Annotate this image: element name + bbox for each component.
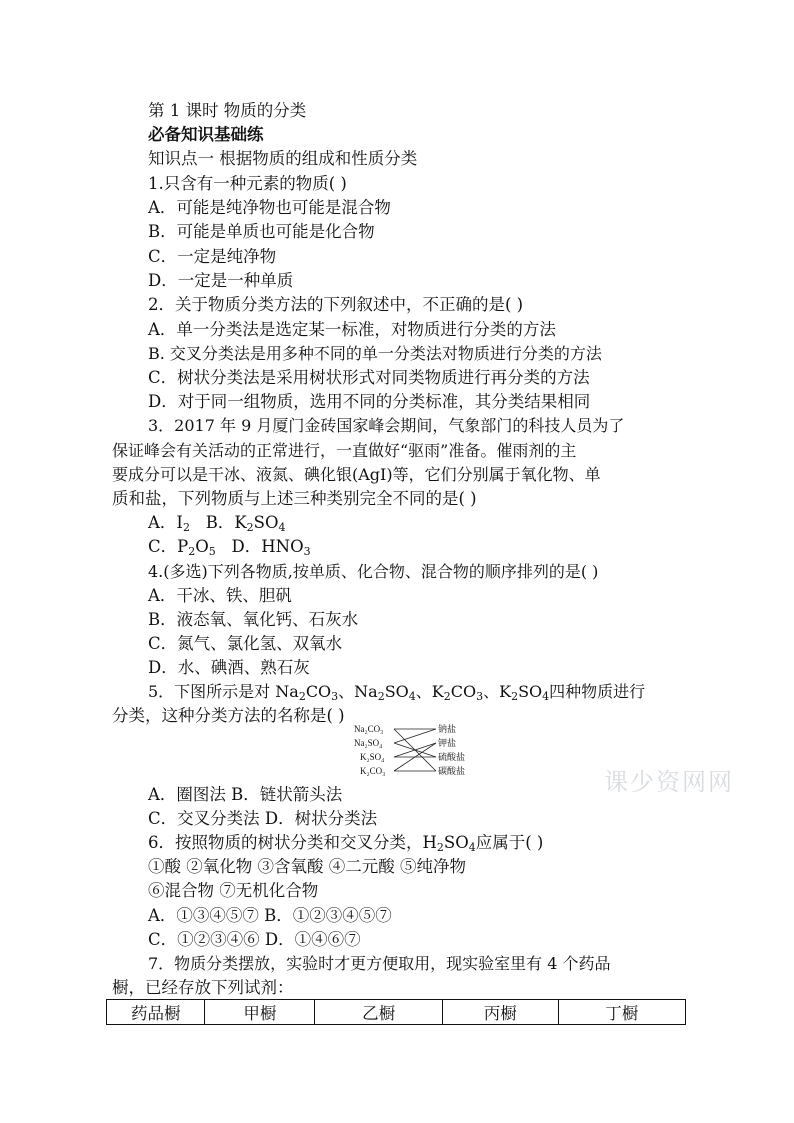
q6-items-row-2: ⑥混合物 ⑦无机化合物 bbox=[148, 881, 319, 900]
diagram-link bbox=[394, 729, 436, 743]
q3-line-2: 保证峰会有关活动的正常进行，一直做好“驱雨”准备。催雨剂的主 bbox=[112, 441, 577, 460]
diagram-right-item: 碳酸盐 bbox=[438, 766, 466, 776]
q2-stem: 2．关于物质分类方法的下列叙述中，不正确的是( ) bbox=[148, 295, 524, 314]
q4-option-d: D．水、碘酒、熟石灰 bbox=[148, 658, 310, 677]
q1-option-c: C．一定是纯净物 bbox=[148, 247, 277, 266]
q4-option-b: B．液态氧、氧化钙、石灰水 bbox=[148, 610, 359, 629]
diagram-right-item: 钾盐 bbox=[438, 738, 457, 748]
q3-line-4: 质和盐，下列物质与上述三种类别完全不同的是( ) bbox=[112, 489, 477, 508]
q3-option-a: A．$I_2$ bbox=[148, 513, 190, 534]
q2-option-d: D．对于同一组物质，选用不同的分类标准，其分类结果相同 bbox=[148, 392, 591, 411]
q5-options-ab: A．圈图法 B．链状箭头法 bbox=[148, 785, 343, 804]
q6-items-row-1: ①酸 ②氧化物 ③含氧酸 ④二元酸 ⑤纯净物 bbox=[148, 857, 466, 876]
diagram-left-item: K₂SO₄ bbox=[360, 752, 385, 762]
table-header-cell: 药品橱 bbox=[107, 1000, 205, 1025]
q2-option-c: C．树状分类法是采用树状形式对同类物质进行再分类的方法 bbox=[148, 368, 590, 387]
table-header-cell: 丙橱 bbox=[442, 1000, 558, 1025]
q5-options-cd: C．交叉分类法 D．树状分类法 bbox=[148, 809, 378, 828]
section-heading: 必备知识基础练 bbox=[148, 125, 264, 144]
cabinet-table bbox=[106, 999, 686, 1025]
diagram-left-item: K₂CO₃ bbox=[360, 766, 386, 776]
lesson-title: 第 1 课时 物质的分类 bbox=[148, 101, 307, 120]
q5-stem: 5．下图所示是对 $Na_2CO_3$、$Na_2SO_4$、$K_2CO_3$、$K_2SO_4$四种物质进行 bbox=[148, 682, 646, 703]
q3-options-ab bbox=[148, 511, 285, 535]
watermark: 课少资网网 bbox=[604, 768, 734, 796]
q3-line-3: 要成分可以是干冰、液氮、碘化银(AgI)等，它们分别属于氧化物、单 bbox=[112, 465, 601, 484]
classification-diagram bbox=[352, 722, 480, 782]
diagram-right-item: 钠盐 bbox=[438, 724, 457, 734]
diagram-right-item: 硫酸盐 bbox=[438, 752, 466, 762]
q2-option-b: B. 交叉分类法是用多种不同的单一分类法对物质进行分类的方法 bbox=[148, 344, 602, 363]
q3-line-1: 3．2017 年 9 月厦门金砖国家峰会期间，气象部门的科技人员为了 bbox=[148, 416, 625, 435]
diagram-left-item: Na₂CO₃ bbox=[354, 724, 384, 734]
q4-stem: 4.(多选)下列各物质,按单质、化合物、混合物的顺序排列的是( ) bbox=[148, 562, 599, 581]
q3-option-c: C．$P_2O_5$ bbox=[148, 537, 216, 558]
q3-options-cd bbox=[148, 535, 311, 559]
q7-line-1: 7．物质分类摆放，实验时才更方便取用，现实验室里有 4 个药品 bbox=[148, 954, 611, 973]
q4-option-c: C．氮气、氯化氢、双氧水 bbox=[148, 634, 343, 653]
q5-stem-line-2: 分类，这种分类方法的名称是( ) bbox=[112, 706, 345, 725]
table-header-cell: 丁橱 bbox=[558, 1000, 685, 1025]
q6-stem: 6．按照物质的树状分类和交叉分类，$H_2SO_4$应属于( ) bbox=[148, 833, 544, 854]
q1-stem: 1.只含有一种元素的物质( ) bbox=[148, 174, 347, 193]
q4-option-a: A．干冰、铁、胆矾 bbox=[148, 586, 292, 605]
q6-options-ab: A．①③④⑤⑦ B．①②③④⑤⑦ bbox=[148, 906, 392, 925]
q2-option-a: A．单一分类法是选定某一标准，对物质进行分类的方法 bbox=[148, 320, 556, 339]
topic-heading: 知识点一 根据物质的组成和性质分类 bbox=[148, 149, 418, 168]
table-header-cell: 乙橱 bbox=[315, 1000, 442, 1025]
q6-options-cd: C．①②③④⑥ D．①④⑥⑦ bbox=[148, 930, 361, 949]
table-row bbox=[107, 1000, 686, 1025]
q7-line-2: 橱，已经存放下列试剂： bbox=[112, 978, 294, 997]
diagram-left-item: Na₂SO₄ bbox=[354, 738, 383, 748]
q1-option-a: A．可能是纯净物也可能是混合物 bbox=[148, 198, 391, 217]
q1-option-b: B．可能是单质也可能是化合物 bbox=[148, 222, 375, 241]
q3-option-d: D．$HNO_3$ bbox=[231, 537, 311, 558]
q3-option-b: B．$K_2SO_4$ bbox=[205, 513, 286, 534]
q1-option-d: D．一定是一种单质 bbox=[148, 271, 294, 290]
table-header-cell: 甲橱 bbox=[205, 1000, 315, 1025]
